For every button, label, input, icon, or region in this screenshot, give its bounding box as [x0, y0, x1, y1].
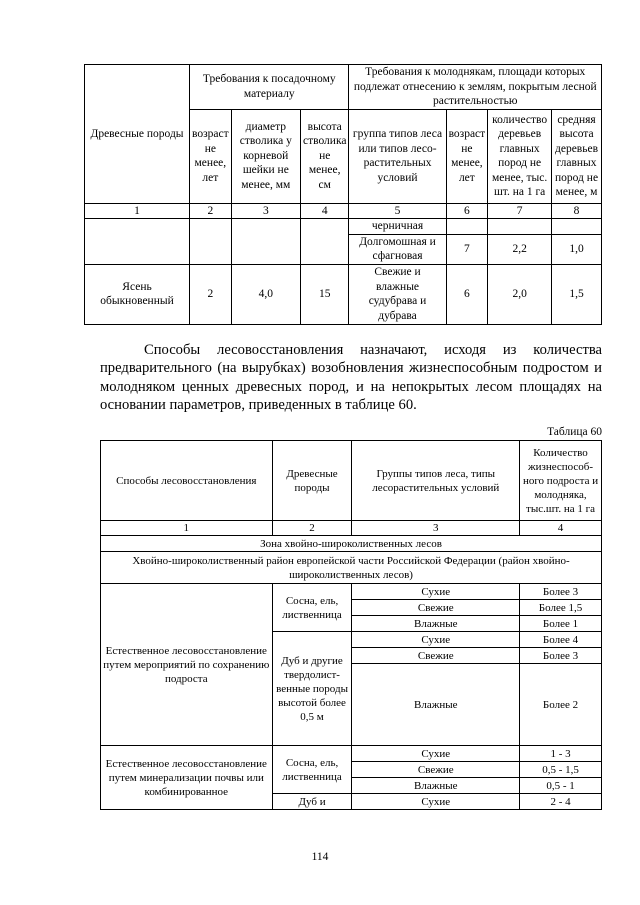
quantity-cell: Более 4: [520, 632, 602, 648]
height-cell: 1,0: [552, 234, 602, 264]
col-number: 5: [349, 203, 446, 218]
forest-type-cell: Влажные: [352, 778, 520, 794]
forest-type-cell: Долгомошная и сфагновая: [349, 234, 446, 264]
col-number: 6: [446, 203, 488, 218]
table-caption: Таблица 60: [547, 426, 602, 438]
table-1: [84, 64, 602, 325]
col-number: 2: [272, 521, 352, 536]
quantity-cell: Более 3: [520, 584, 602, 600]
col-number: 1: [101, 521, 273, 536]
quantity-cell: Более 1,5: [520, 600, 602, 616]
col-number: 4: [300, 203, 348, 218]
quantity-cell: 2,0: [488, 264, 552, 324]
header-species: Древесные породы: [272, 441, 352, 521]
species-cell: Сосна, ель, лиственница: [272, 584, 352, 632]
quantity-cell: Более 3: [520, 648, 602, 664]
quantity-cell: 2 - 4: [520, 794, 602, 810]
col-number: 4: [520, 521, 602, 536]
col-number: 3: [231, 203, 300, 218]
forest-type-cell: Сухие: [352, 794, 520, 810]
forest-type-cell: Свежие и влажные судубрава и дубрава: [349, 264, 446, 324]
region-heading: Хвойно-широколиственный район европейской части Российской Федерации (район хвойно-широколиственных лесов): [101, 552, 602, 584]
quantity-cell: Более 1: [520, 616, 602, 632]
height-cell: 1,5: [552, 264, 602, 324]
table-60: [100, 440, 602, 810]
forest-type-cell: Свежие: [352, 648, 520, 664]
header-avg-height: средняя высота деревьев главных пород не менее, м: [552, 109, 602, 203]
body-paragraph: [100, 341, 602, 415]
col-number: 8: [552, 203, 602, 218]
forest-type-cell: Влажные: [352, 616, 520, 632]
header-age2: возраст не менее, лет: [446, 109, 488, 203]
species-cell: Сосна, ель, лиственница: [272, 746, 352, 794]
paragraph-text: Способы лесовосстановления назначают, исходя из количества предварительного (на вырубках) возобновления жизнеспособным подростом и молодняком ценных древесных пород, и на непокрытых лесом площадях на основании параметров, приведенных в таблице 60.: [100, 342, 602, 414]
header-method: Способы лесовосстановления: [101, 441, 273, 521]
col-number: 3: [352, 521, 520, 536]
header-planting-group: Требования к посадочному материалу: [190, 65, 349, 110]
forest-type-cell: Свежие: [352, 600, 520, 616]
header-age: возраст не менее, лет: [190, 109, 232, 203]
zone-heading: Зона хвойно-широколиственных лесов: [101, 536, 602, 552]
height-cell: 15: [300, 264, 348, 324]
species-cell: Дуб и другие твердолист-венные породы высотой более 0,5 м: [272, 632, 352, 746]
header-species: Древесные породы: [85, 65, 190, 204]
forest-type-cell: черничная: [349, 218, 446, 234]
header-young-group: Требования к молоднякам, площади которых подлежат отнесению к землям, покрытым лесной растительностью: [349, 65, 602, 110]
page-number: 114: [311, 851, 329, 863]
header-diameter: диаметр стволика у корневой шейки не менее, мм: [231, 109, 300, 203]
diameter-cell: 4,0: [231, 264, 300, 324]
col-number: 2: [190, 203, 232, 218]
quantity-cell: Более 2: [520, 664, 602, 746]
header-groups: Группы типов леса, типы лесорастительных условий: [352, 441, 520, 521]
header-forest-type: группа типов леса или типов лесо-растительных условий: [349, 109, 446, 203]
col-number: 7: [488, 203, 552, 218]
quantity-cell: 0,5 - 1: [520, 778, 602, 794]
header-quantity: Количество жизнеспособ-ного подроста и молодняка, тыс.шт. на 1 га: [520, 441, 602, 521]
header-height: высота стволика не менее, см: [300, 109, 348, 203]
age-cell: 7: [446, 234, 488, 264]
col-number: 1: [85, 203, 190, 218]
age-cell: 6: [446, 264, 488, 324]
forest-type-cell: Сухие: [352, 632, 520, 648]
forest-type-cell: Сухие: [352, 584, 520, 600]
header-quantity: количество деревьев главных пород не менее, тыс. шт. на 1 га: [488, 109, 552, 203]
species-cell: Дуб и: [272, 794, 352, 810]
quantity-cell: 2,2: [488, 234, 552, 264]
method-cell: Естественное лесовосстановление путем минерализации почвы или комбинированное: [101, 746, 273, 810]
age-cell: 2: [190, 264, 232, 324]
forest-type-cell: Свежие: [352, 762, 520, 778]
species-cell: Ясень обыкновенный: [85, 264, 190, 324]
forest-type-cell: Сухие: [352, 746, 520, 762]
quantity-cell: 1 - 3: [520, 746, 602, 762]
forest-type-cell: Влажные: [352, 664, 520, 746]
quantity-cell: 0,5 - 1,5: [520, 762, 602, 778]
method-cell: Естественное лесовосстановление путем мероприятий по сохранению подроста: [101, 584, 273, 746]
